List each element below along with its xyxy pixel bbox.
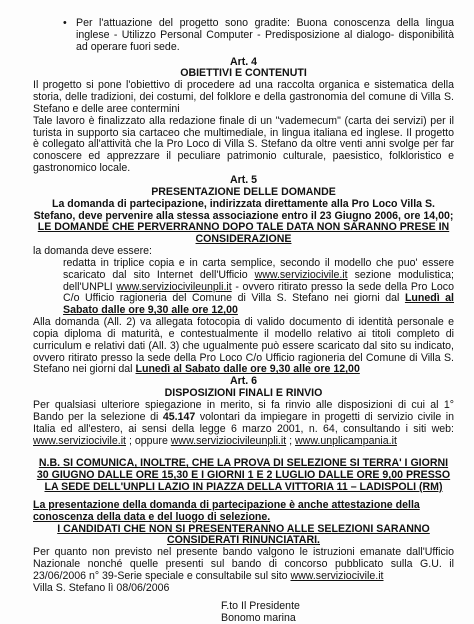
bullet-dot: • bbox=[63, 18, 76, 54]
selection-notice: N.B. SI COMUNICA, INOLTRE, CHE LA PROVA DI SELEZIONE SI TERRA' I GIORNI 30 GIUGNO DALLE ORE 15,30 E I GIORNI 1 E 2 LUGLIO DALLE ORE 9,00 PRESSO LA SEDE DELL'UNPLI LAZIO IN PIAZZA DELLA VITTORIA 11 – LADISPOLI (RM) bbox=[33, 458, 454, 494]
art6-number: Art. 6 bbox=[33, 376, 454, 388]
serviziocivile-link-2[interactable]: www.serviziocivile.it bbox=[33, 435, 126, 447]
art5-number: Art. 5 bbox=[33, 175, 454, 187]
office-hours: Lunedì al Sabato dalle ore 9,30 alle ore 12,00 bbox=[63, 292, 454, 316]
art4-paragraph-2: Tale lavoro è finalizzato alla redazione finale di un "vademecum" (carta dei servizi) per il turista in supporto sia cartaceo che multimediale, in lingua italiana ed inglese. Il progetto è collegato all'attività che la Pro Loco di Villa S. Stefano da oltre venti anni svolge per far conoscere ed apprezzare il peculiare patrimonio culturale, paesistico, folkloristico e gastronomico locale. bbox=[33, 116, 454, 175]
attachment-text: Alla domanda (All. 2) va allegata fotocopia di valido documento di identità personale e copia diploma di maturità, e contestualmente il modello relativo ai titoli completo di curriculum e relativi dati (All. 3) che ugualmente può essere scaricato dal sito su indicato, ovvero ritirato presso la sede della Pro Loco C/o Ufficio ragioneria del Comune di Villa S. Stefano nei giorni dal bbox=[33, 316, 454, 375]
art5-title: PRESENTAZIONE DELLE DOMANDE bbox=[33, 187, 454, 199]
requirement-text-a: redatta in triplice copia e in carta semplice, secondo il modello che puo' essere scaricato dal sito Internet dell'Ufficio bbox=[63, 257, 454, 281]
signature-title: F.to Il Presidente bbox=[33, 601, 454, 613]
unplicampania-link[interactable]: www.unplicampania.it bbox=[295, 435, 397, 447]
art4-title: OBIETTIVI E CONTENUTI bbox=[33, 68, 454, 80]
art6-text-b: volontari da impiegare in progetti di servizio civile in Italia ed all'estero, ai sensi della legge 6 marzo 2001, n. 64, consultando i siti web: bbox=[33, 411, 454, 435]
requirement-text-b: sezione modulistica; dell'UNPLI bbox=[63, 269, 454, 293]
place-date: Villa S. Stefano lì 08/06/2006 bbox=[33, 583, 454, 595]
serviziocivileunpli-link[interactable]: www.serviziocivileunpli.it bbox=[116, 281, 231, 293]
serviziocivile-link[interactable]: www.serviziocivile.it bbox=[255, 269, 348, 281]
art5-attachment bbox=[33, 317, 454, 376]
absence-notice: I CANDIDATI CHE NON SI PRESENTERANNO ALLE SELEZIONI SARANNO CONSIDERATI RINUNCIATARI. bbox=[33, 524, 454, 548]
requirement-text-c: - ovvero ritirato presso la sede della Pro Loco C/o Ufficio ragioneria del Comune di Villa S. Stefano nei giorni dal bbox=[63, 281, 454, 305]
attestation-notice: La presentazione della domanda di partecipazione è anche attestazione della conoscenza della data e del luogo di selezione. bbox=[33, 500, 454, 524]
requirements-bullet bbox=[33, 18, 454, 54]
signature-name: Bonomo marina bbox=[33, 613, 454, 624]
requirements-text: Per l'attuazione del progetto sono gradite: Buona conoscenza della lingua inglese - Utilizzo Personal Computer - Predisposizione al dialogo- disponibilità ad operare fuori sede. bbox=[76, 18, 454, 54]
art5-requirement bbox=[33, 258, 454, 317]
serviziocivileunpli-link-2[interactable]: www.serviziocivileunpli.it bbox=[171, 435, 286, 447]
art4-number: Art. 4 bbox=[33, 57, 454, 69]
art6-paragraph: Per qualsiasi ulteriore spiegazione in merito, si fa rinvio alle disposizioni di cui al 1° Bando per la selezione di 45.147 volontari da impiegare in progetti di servizio civile in Italia ed all'estero, ai sensi della legge 6 marzo 2001, n. 64, consultando i siti web: www.serviziocivile.it ; oppure www.serviziocivileunpli.it ; www.unplicampania.it bbox=[33, 400, 454, 447]
art5-must-be: la domanda deve essere: bbox=[33, 246, 454, 258]
art5-deadline-warning: LE DOMANDE CHE PERVERRANNO DOPO TALE DATA NON SARANNO PRESE IN CONSIDERAZIONE bbox=[33, 222, 454, 246]
volunteers-count: 45.147 bbox=[163, 411, 195, 423]
art6-text-a: Per qualsiasi ulteriore spiegazione in merito, si fa rinvio alle disposizioni di cui al 1° Bando per la selezione di bbox=[33, 399, 454, 423]
closing-text: Per quanto non previsto nel presente bando valgono le istruzioni emanate dall'Ufficio Nazionale nonché quelle presenti sul bando di concorso pubblicato sulla G.U. il 23/06/2006 n° 39-Serie speciale e consultabile sul sito bbox=[33, 546, 454, 582]
art6-title: DISPOSIZIONI FINALI E RINVIO bbox=[33, 388, 454, 400]
serviziocivile-link-3[interactable]: www.serviziocivile.it bbox=[290, 570, 383, 582]
attachment-office-hours: Lunedì al Sabato dalle ore 9,30 alle ore 12,00 bbox=[136, 363, 360, 375]
art4-paragraph-1: Il progetto si pone l'obiettivo di procedere ad una raccolta organica e sistematica della storia, delle tradizioni, dei costumi, del folklore e della gastronomia del comune di Villa S. Stefano e delle aree contermini bbox=[33, 80, 454, 116]
art5-deadline: La domanda di partecipazione, indirizzata direttamente alla Pro Loco Villa S. Stefano, deve pervenire alla stessa associazione entro il 23 Giugno 2006, ore 14,00; bbox=[33, 199, 454, 223]
closing-paragraph bbox=[33, 547, 454, 583]
